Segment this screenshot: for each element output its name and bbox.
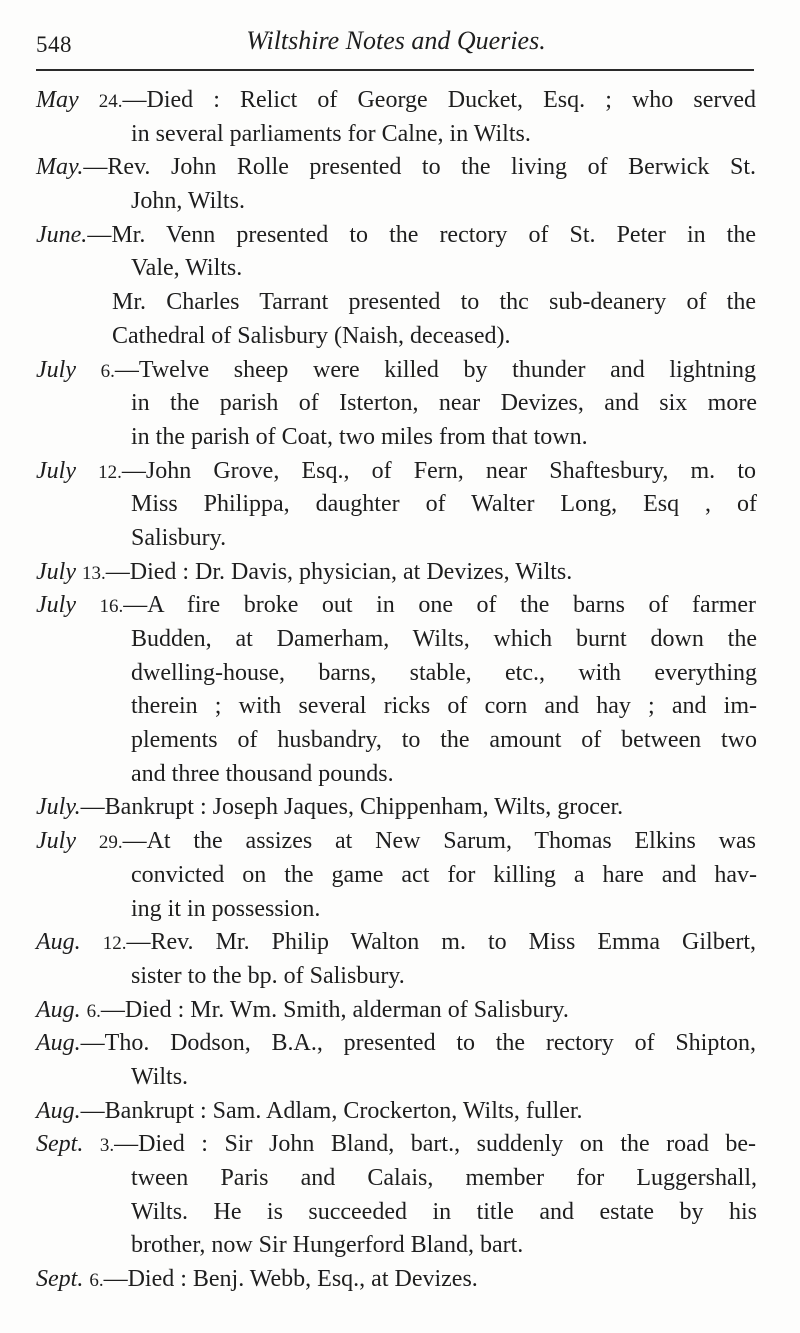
entry-continuation-line	[0, 185, 800, 219]
entry-date-day: 12.	[102, 933, 127, 955]
line-text-wrap	[131, 690, 757, 724]
entry-date-day: 12.	[98, 461, 122, 483]
entry-continuation-line	[0, 960, 800, 994]
entry-continuation-line	[0, 320, 800, 354]
entry-date-month: May	[36, 87, 79, 113]
chronicle-entry	[0, 286, 800, 353]
line-text-wrap	[36, 1027, 756, 1061]
entry-date-month: July	[36, 592, 76, 619]
entry-date-month: Aug.	[36, 996, 81, 1023]
entry-continuation-line	[0, 1229, 800, 1263]
entry-text: in the parish of Coat, two miles from that town.	[131, 423, 588, 450]
entry-date-day: 16.	[99, 596, 124, 618]
entry-text: —Rev. Mr. Philip Walton m. to Miss Emma Gilbert,	[126, 929, 757, 956]
entry-text: in several parliaments for Calne, in Wilts.	[131, 120, 531, 147]
entry-continuation-line	[0, 522, 800, 556]
entry-first-line	[0, 354, 800, 388]
line-text-wrap	[112, 286, 756, 320]
entry-first-line	[0, 994, 800, 1028]
entries-list	[0, 84, 800, 1297]
chronicle-entry	[0, 1263, 800, 1297]
entry-text: —Died : Mr. Wm. Smith, alderman of Salisbury.	[100, 996, 569, 1023]
entry-continuation-line	[0, 421, 800, 455]
entry-text: therein ; with several ricks of corn and hay ; and im-	[131, 693, 757, 720]
line-text-wrap	[131, 188, 245, 214]
entry-date-month: July	[36, 356, 76, 383]
entry-continuation-line	[0, 690, 800, 724]
entry-text: John, Wilts.	[131, 188, 245, 215]
entry-text: in the parish of Isterton, near Devizes, and six more	[131, 390, 757, 417]
chronicle-entry	[0, 556, 800, 590]
line-text-wrap	[36, 794, 623, 820]
line-text-wrap	[112, 323, 511, 349]
entry-continuation-line	[0, 758, 800, 792]
entry-first-line	[0, 286, 800, 320]
entry-date-day: 3.	[99, 1135, 115, 1157]
entry-continuation-line	[0, 724, 800, 758]
entry-first-line	[0, 825, 800, 859]
entry-text: brother, now Sir Hungerford Bland, bart.	[131, 1232, 524, 1259]
entry-text: plements of husbandry, to the amount of between two	[131, 727, 757, 754]
entry-date-day: 13.	[81, 562, 106, 584]
entry-date-month: July	[36, 558, 76, 585]
entry-first-line	[0, 556, 800, 590]
line-text-wrap	[131, 724, 757, 758]
chronicle-entry	[0, 1128, 800, 1263]
chronicle-entry	[0, 354, 800, 455]
entry-date-month: July	[36, 457, 76, 484]
entry-continuation-line	[0, 1196, 800, 1230]
line-text-wrap	[131, 1196, 757, 1230]
chronicle-entry	[0, 791, 800, 825]
line-text-wrap	[36, 354, 756, 389]
line-text-wrap	[36, 825, 756, 860]
line-text-wrap	[36, 1266, 478, 1292]
entry-text: Miss Philippa, daughter of Walter Long, Esq , of	[131, 491, 757, 518]
entry-first-line	[0, 1128, 800, 1162]
line-text-wrap	[131, 121, 531, 147]
entry-text: Salisbury.	[131, 524, 227, 551]
entry-first-line	[0, 1027, 800, 1061]
entry-text: —At the assizes at New Sarum, Thomas Elkins was	[122, 828, 756, 855]
entry-continuation-line	[0, 859, 800, 893]
chronicle-entry	[0, 1095, 800, 1129]
entry-first-line	[0, 1095, 800, 1129]
chronicle-entry	[0, 151, 800, 218]
entry-text: —Died : Benj. Webb, Esq., at Devizes.	[103, 1266, 478, 1293]
chronicle-entry	[0, 219, 800, 286]
entry-date-day: 6.	[89, 1270, 104, 1292]
entry-date-day: 6.	[86, 1000, 101, 1022]
header-rule	[36, 69, 754, 71]
line-text-wrap	[131, 1232, 523, 1258]
line-text-wrap	[36, 589, 756, 624]
entry-text: —Bankrupt : Sam. Adlam, Crockerton, Wilts, fuller.	[80, 1097, 583, 1124]
entry-text: Budden, at Damerham, Wilts, which burnt down the	[131, 626, 757, 652]
running-title: Wiltshire Notes and Queries.	[246, 26, 546, 55]
chronicle-entry	[0, 455, 800, 556]
running-head	[36, 22, 756, 62]
entry-date-month: July.	[36, 794, 81, 821]
entry-first-line	[0, 151, 800, 185]
line-text-wrap	[36, 559, 572, 585]
entry-continuation-line	[0, 657, 800, 691]
entry-text: Wilts. He is succeeded in title and estate by his	[131, 1198, 757, 1225]
entry-text: convicted on the game act for killing a hare and hav-	[131, 861, 757, 888]
entry-text: Mr. Charles Tarrant presented to thc sub-deanery of the	[112, 289, 756, 316]
entry-text: —Rev. John Rolle presented to the living of Berwick St.	[83, 154, 756, 181]
chronicle-entry	[0, 84, 800, 151]
line-text-wrap	[131, 623, 757, 657]
entry-text: ing it in possession.	[131, 895, 321, 922]
chronicle-entry	[0, 1027, 800, 1094]
entry-first-line	[0, 791, 800, 825]
chronicle-entry	[0, 994, 800, 1028]
chronicle-entry	[0, 926, 800, 993]
page-number: 548	[36, 32, 72, 57]
entry-text: —Died : Sir John Bland, bart., suddenly on the road be-	[114, 1131, 756, 1158]
entry-continuation-line	[0, 387, 800, 421]
entry-continuation-line	[0, 623, 800, 657]
line-text-wrap	[131, 1064, 188, 1090]
entry-date-month: May.	[36, 154, 84, 181]
line-text-wrap	[131, 896, 320, 922]
entry-first-line	[0, 1263, 800, 1297]
entry-date-day: 24.	[98, 91, 123, 112]
entry-first-line	[0, 589, 800, 623]
line-text-wrap	[131, 525, 226, 551]
line-text-wrap	[131, 657, 757, 691]
line-text-wrap	[36, 455, 756, 490]
line-text-wrap	[131, 1162, 757, 1196]
entry-text: sister to the bp. of Salisbury.	[131, 962, 405, 989]
entry-text: Cathedral of Salisbury (Naish, deceased).	[112, 322, 511, 349]
entry-date-month: June.	[36, 221, 88, 248]
line-text-wrap	[36, 84, 756, 119]
entry-date-month: Aug.	[36, 1030, 81, 1057]
entry-text: dwelling-house, barns, stable, etc., with everything	[131, 659, 757, 686]
line-text-wrap	[131, 488, 757, 522]
entry-date-month: Aug.	[36, 1097, 81, 1124]
entry-text: —Twelve sheep were killed by thunder and lightning	[114, 356, 757, 383]
entry-first-line	[0, 219, 800, 253]
line-text-wrap	[36, 1098, 583, 1124]
entry-text: —Tho. Dodson, B.A., presented to the rectory of Shipton,	[80, 1030, 756, 1057]
line-text-wrap	[131, 387, 757, 421]
entry-continuation-line	[0, 488, 800, 522]
entry-text: Vale, Wilts.	[131, 255, 243, 282]
entry-text: and three thousand pounds.	[131, 760, 394, 787]
line-text-wrap	[36, 997, 569, 1023]
line-text-wrap	[36, 1128, 756, 1163]
entry-first-line	[0, 455, 800, 489]
entry-text: —Bankrupt : Joseph Jaques, Chippenham, Wilts, grocer.	[80, 794, 624, 821]
entry-date-day: 29.	[98, 832, 123, 854]
entry-continuation-line	[0, 1061, 800, 1095]
entry-text: —Died : Dr. Davis, physician, at Devizes, Wilts.	[105, 558, 573, 585]
entry-text: —Died : Relict of George Ducket, Esq. ; who served	[122, 87, 757, 113]
line-text-wrap	[131, 963, 405, 989]
chronicle-entry	[0, 589, 800, 791]
line-text-wrap	[131, 255, 242, 281]
line-text-wrap	[36, 219, 756, 253]
entry-text: tween Paris and Calais, member for Luggershall,	[131, 1165, 757, 1191]
entry-text: —A fire broke out in one of the barns of farmer	[123, 592, 757, 619]
entry-continuation-line	[0, 893, 800, 927]
entry-text: —Mr. Venn presented to the rectory of St. Peter in the	[87, 221, 756, 248]
entry-continuation-line	[0, 1162, 800, 1196]
entry-date-month: Aug.	[36, 929, 81, 956]
line-text-wrap	[131, 761, 394, 787]
entry-first-line	[0, 926, 800, 960]
entry-date-day: 6.	[100, 360, 115, 382]
entry-date-month: Sept.	[36, 1131, 84, 1158]
entry-date-month: Sept.	[36, 1266, 84, 1293]
chronicle-entry	[0, 825, 800, 926]
entry-text: —John Grove, Esq., of Fern, near Shaftesbury, m. to	[121, 457, 756, 484]
line-text-wrap	[131, 859, 757, 893]
entry-continuation-line	[0, 252, 800, 286]
line-text-wrap	[36, 926, 756, 961]
entry-continuation-line	[0, 118, 800, 152]
entry-first-line	[0, 84, 800, 118]
line-text-wrap	[131, 424, 588, 450]
line-text-wrap	[36, 151, 756, 185]
entry-text: Wilts.	[131, 1063, 189, 1090]
entry-date-month: July	[36, 828, 76, 855]
